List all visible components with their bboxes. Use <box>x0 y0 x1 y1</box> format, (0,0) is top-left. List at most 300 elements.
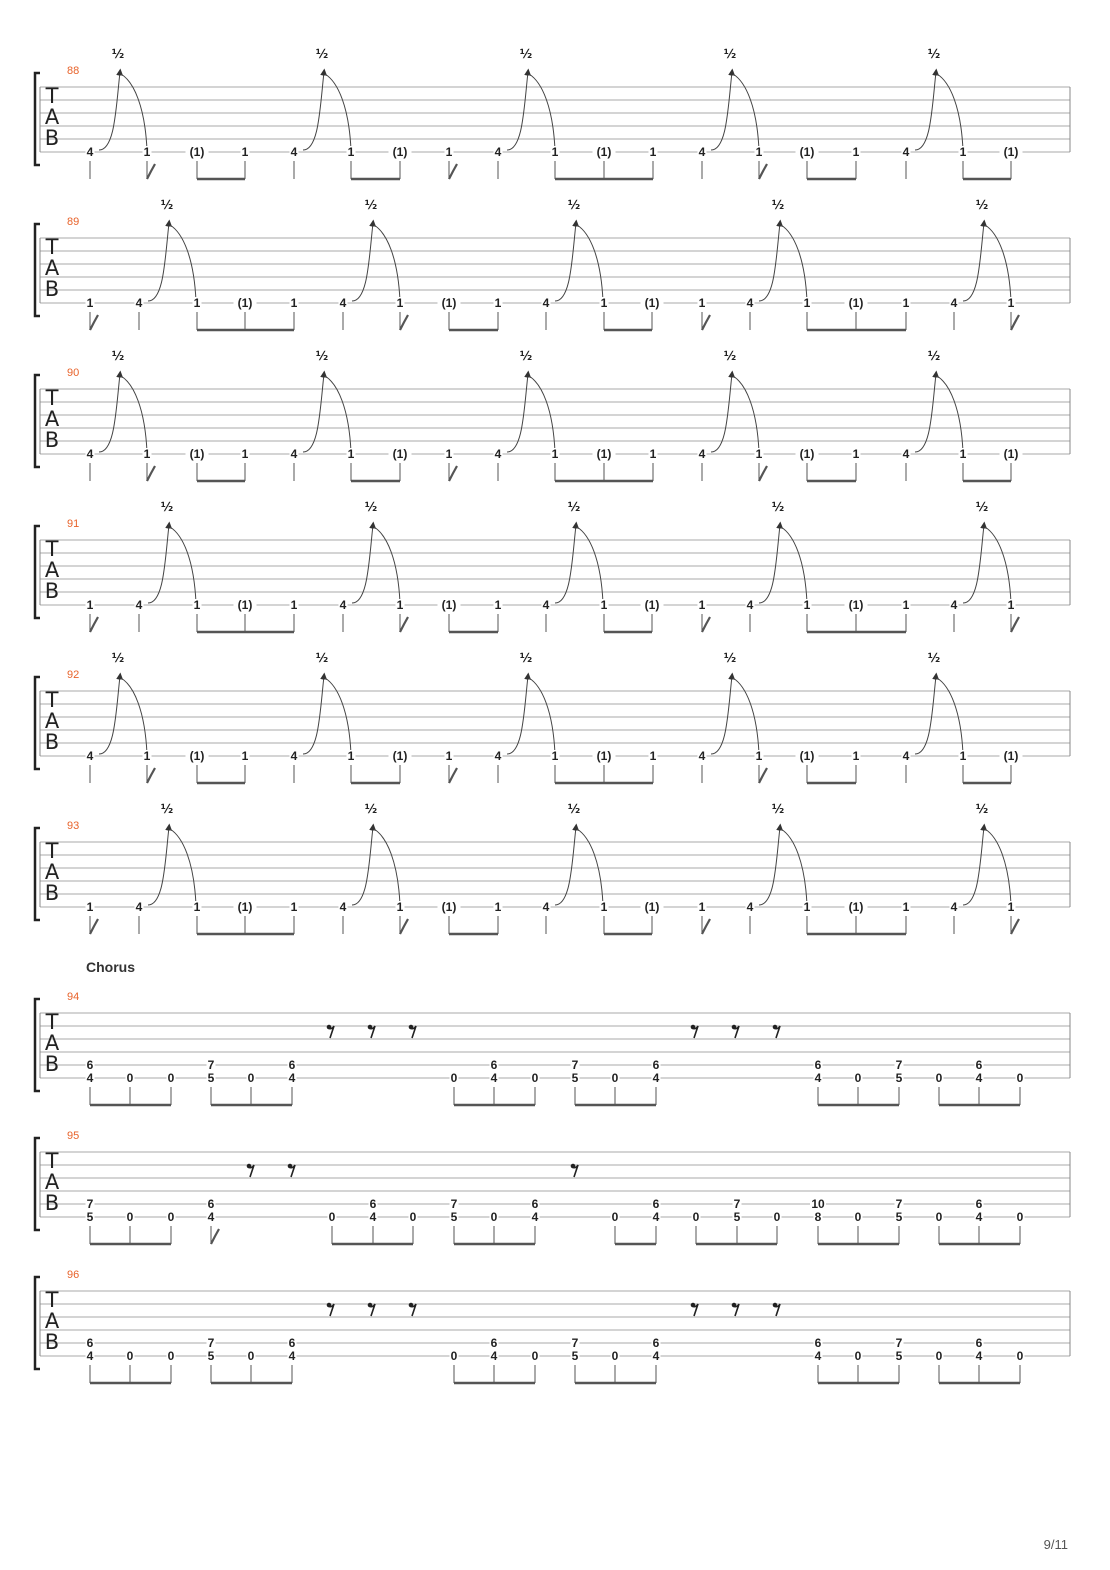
bend-arc-up <box>148 223 169 301</box>
note-flag <box>702 617 710 632</box>
fret-number: 0 <box>126 1071 134 1085</box>
fret-number: 4 <box>698 447 706 461</box>
fret-number: 4 <box>290 447 298 461</box>
fret-number: 1 <box>600 900 608 914</box>
fret-number: 5 <box>571 1071 579 1085</box>
fret-number: 0 <box>935 1349 943 1363</box>
tab-system <box>35 198 1070 330</box>
fret-number: 4 <box>531 1210 539 1224</box>
bend-arc-up <box>963 525 984 603</box>
fret-number: 0 <box>328 1210 336 1224</box>
bend-arc-up <box>148 827 169 905</box>
eighth-rest <box>369 1026 375 1038</box>
tab-clef-letter: T <box>45 1288 59 1312</box>
fret-number: 4 <box>135 296 143 310</box>
tab-clef-letter: T <box>45 235 59 259</box>
fret-number: 1 <box>852 145 860 159</box>
fret-number: (1) <box>237 598 253 612</box>
fret-number: 0 <box>1016 1349 1024 1363</box>
tab-system <box>35 349 1070 481</box>
measure-number: 93 <box>67 820 80 832</box>
system-bracket <box>35 677 40 769</box>
fret-number: 0 <box>611 1210 619 1224</box>
fret-number: 4 <box>369 1210 377 1224</box>
tab-clef-letter: T <box>45 537 59 561</box>
tab-clef-letter: A <box>44 860 60 884</box>
eighth-rest <box>774 1026 780 1038</box>
bend-label: ½ <box>567 802 581 816</box>
tab-system <box>35 1269 1070 1383</box>
bend-label: ½ <box>315 47 329 61</box>
fret-number: 5 <box>207 1349 215 1363</box>
fret-number: 10 <box>811 1197 825 1211</box>
fret-number: 0 <box>611 1349 619 1363</box>
tab-clef-letter: A <box>44 1309 60 1333</box>
fret-number: 1 <box>193 296 201 310</box>
fret-number: 4 <box>494 749 502 763</box>
fret-number: (1) <box>799 447 815 461</box>
fret-number: 4 <box>950 598 958 612</box>
fret-number: 1 <box>755 145 763 159</box>
fret-number: 1 <box>959 145 967 159</box>
fret-number: 4 <box>86 749 94 763</box>
system-bracket <box>35 375 40 467</box>
fret-number: 1 <box>959 749 967 763</box>
fret-number: 1 <box>396 598 404 612</box>
tab-system <box>35 500 1070 632</box>
bend-arc-up <box>915 676 936 754</box>
fret-number: 6 <box>490 1058 498 1072</box>
bend-label: ½ <box>723 47 737 61</box>
measure-number: 90 <box>67 367 80 379</box>
fret-number: (1) <box>644 598 660 612</box>
fret-number: (1) <box>596 145 612 159</box>
fret-number: (1) <box>392 749 408 763</box>
bend-arc-up <box>555 827 576 905</box>
note-flag <box>449 768 457 783</box>
fret-number: 5 <box>86 1210 94 1224</box>
fret-number: 0 <box>854 1071 862 1085</box>
fret-number: 1 <box>347 145 355 159</box>
fret-number: 1 <box>347 447 355 461</box>
fret-number: 5 <box>450 1210 458 1224</box>
fret-number: (1) <box>189 447 205 461</box>
fret-number: 1 <box>445 145 453 159</box>
fret-number: 7 <box>207 1058 215 1072</box>
fret-number: 4 <box>490 1071 498 1085</box>
fret-number: 0 <box>1016 1210 1024 1224</box>
tab-clef-letter: B <box>44 1191 60 1215</box>
fret-number: 7 <box>86 1197 94 1211</box>
fret-number: 1 <box>494 296 502 310</box>
bend-arc-up <box>352 223 373 301</box>
fret-number: 1 <box>698 598 706 612</box>
note-flag <box>1011 617 1019 632</box>
fret-number: 4 <box>135 598 143 612</box>
fret-number: (1) <box>596 447 612 461</box>
fret-number: (1) <box>189 749 205 763</box>
tab-clef-letter: A <box>44 1170 60 1194</box>
fret-number: (1) <box>392 447 408 461</box>
eighth-rest <box>733 1304 739 1316</box>
note-flag <box>449 164 457 179</box>
section-label-chorus: Chorus <box>86 959 135 975</box>
fret-number: 6 <box>814 1058 822 1072</box>
bend-label: ½ <box>771 198 785 212</box>
fret-number: 0 <box>167 1210 175 1224</box>
fret-number: 4 <box>290 749 298 763</box>
bend-label: ½ <box>927 651 941 665</box>
tab-clef-letter: T <box>45 688 59 712</box>
tab-system <box>35 47 1070 179</box>
bend-label: ½ <box>519 651 533 665</box>
fret-number: 4 <box>86 145 94 159</box>
fret-number: 6 <box>652 1197 660 1211</box>
bend-arc-up <box>352 525 373 603</box>
fret-number: 0 <box>692 1210 700 1224</box>
fret-number: 4 <box>86 1349 94 1363</box>
fret-number: (1) <box>644 900 660 914</box>
measure-number: 88 <box>67 65 80 77</box>
bend-label: ½ <box>364 802 378 816</box>
fret-number: 7 <box>207 1336 215 1350</box>
fret-number: 4 <box>207 1210 215 1224</box>
fret-number: 1 <box>290 296 298 310</box>
fret-number: 1 <box>551 447 559 461</box>
fret-number: (1) <box>441 598 457 612</box>
note-flag <box>759 768 767 783</box>
fret-number: 6 <box>288 1336 296 1350</box>
fret-number: (1) <box>189 145 205 159</box>
fret-number: 4 <box>339 900 347 914</box>
fret-number: 1 <box>193 900 201 914</box>
fret-number: 4 <box>339 296 347 310</box>
fret-number: 6 <box>652 1058 660 1072</box>
fret-number: 4 <box>490 1349 498 1363</box>
eighth-rest <box>692 1026 698 1038</box>
fret-number: 6 <box>975 1058 983 1072</box>
bend-label: ½ <box>927 47 941 61</box>
fret-number: 0 <box>773 1210 781 1224</box>
fret-number: 6 <box>86 1058 94 1072</box>
fret-number: 6 <box>531 1197 539 1211</box>
fret-number: 1 <box>902 900 910 914</box>
system-bracket <box>35 999 40 1091</box>
fret-number: 4 <box>814 1349 822 1363</box>
bend-label: ½ <box>111 47 125 61</box>
fret-number: 0 <box>247 1349 255 1363</box>
fret-number: 4 <box>975 1210 983 1224</box>
tab-clef-letter: A <box>44 709 60 733</box>
fret-number: 6 <box>86 1336 94 1350</box>
eighth-rest <box>692 1304 698 1316</box>
bend-label: ½ <box>927 349 941 363</box>
tab-clef-letter: B <box>44 428 60 452</box>
fret-number: 4 <box>746 598 754 612</box>
bend-label: ½ <box>723 349 737 363</box>
fret-number: 4 <box>339 598 347 612</box>
fret-number: 1 <box>649 145 657 159</box>
tab-clef-letter: T <box>45 1149 59 1173</box>
fret-number: (1) <box>1003 145 1019 159</box>
fret-number: 6 <box>207 1197 215 1211</box>
tab-clef-letter: A <box>44 105 60 129</box>
fret-number: 1 <box>803 296 811 310</box>
fret-number: 0 <box>935 1071 943 1085</box>
bend-arc-up <box>507 676 528 754</box>
fret-number: 4 <box>652 1349 660 1363</box>
tab-clef-letter: B <box>44 1330 60 1354</box>
bend-label: ½ <box>723 651 737 665</box>
fret-number: 6 <box>288 1058 296 1072</box>
fret-number: 1 <box>445 447 453 461</box>
note-flag <box>449 466 457 481</box>
fret-number: 0 <box>126 1349 134 1363</box>
eighth-rest <box>328 1026 334 1038</box>
bend-label: ½ <box>975 500 989 514</box>
fret-number: 7 <box>571 1058 579 1072</box>
fret-number: 0 <box>409 1210 417 1224</box>
tab-clef-letter: B <box>44 277 60 301</box>
note-flag <box>147 768 155 783</box>
fret-number: 1 <box>698 900 706 914</box>
fret-number: 0 <box>167 1349 175 1363</box>
bend-label: ½ <box>975 802 989 816</box>
fret-number: 4 <box>542 900 550 914</box>
fret-number: 0 <box>126 1210 134 1224</box>
fret-number: 1 <box>241 145 249 159</box>
fret-number: 7 <box>450 1197 458 1211</box>
bend-label: ½ <box>567 500 581 514</box>
fret-number: (1) <box>848 598 864 612</box>
bend-arc-up <box>303 676 324 754</box>
fret-number: 1 <box>902 296 910 310</box>
fret-number: 7 <box>895 1336 903 1350</box>
note-flag <box>400 617 408 632</box>
bend-arc-up <box>148 525 169 603</box>
fret-number: 1 <box>86 900 94 914</box>
fret-number: 1 <box>803 900 811 914</box>
fret-number: 1 <box>902 598 910 612</box>
fret-number: 1 <box>803 598 811 612</box>
tab-clef-letter: B <box>44 881 60 905</box>
fret-number: 1 <box>852 749 860 763</box>
fret-number: 1 <box>551 749 559 763</box>
note-flag <box>702 919 710 934</box>
fret-number: 0 <box>450 1071 458 1085</box>
fret-number: (1) <box>596 749 612 763</box>
eighth-rest <box>410 1304 416 1316</box>
bend-label: ½ <box>567 198 581 212</box>
tab-system <box>35 651 1070 783</box>
note-flag <box>759 466 767 481</box>
note-flag <box>147 466 155 481</box>
eighth-rest <box>369 1304 375 1316</box>
fret-number: 4 <box>698 749 706 763</box>
fret-number: 0 <box>611 1071 619 1085</box>
measure-number: 94 <box>67 991 80 1003</box>
fret-number: 4 <box>86 447 94 461</box>
fret-number: 4 <box>290 145 298 159</box>
bend-arc-up <box>303 72 324 150</box>
fret-number: 0 <box>935 1210 943 1224</box>
fret-number: 1 <box>143 749 151 763</box>
tab-system <box>35 1130 1070 1244</box>
fret-number: 1 <box>86 296 94 310</box>
measure-number: 89 <box>67 216 80 228</box>
fret-number: 1 <box>1007 900 1015 914</box>
note-flag <box>702 315 710 330</box>
fret-number: 1 <box>1007 296 1015 310</box>
system-bracket <box>35 526 40 618</box>
fret-number: 0 <box>531 1071 539 1085</box>
bend-arc-up <box>963 223 984 301</box>
fret-number: 1 <box>494 900 502 914</box>
eighth-rest <box>572 1165 578 1177</box>
bend-arc-up <box>303 374 324 452</box>
fret-number: 4 <box>135 900 143 914</box>
fret-number: 4 <box>814 1071 822 1085</box>
fret-number: (1) <box>441 900 457 914</box>
fret-number: 1 <box>600 598 608 612</box>
eighth-rest <box>410 1026 416 1038</box>
fret-number: 0 <box>854 1210 862 1224</box>
fret-number: 5 <box>207 1071 215 1085</box>
eighth-rest <box>248 1165 254 1177</box>
fret-number: 5 <box>895 1071 903 1085</box>
tab-clef-letter: T <box>45 839 59 863</box>
bend-arc-up <box>711 374 732 452</box>
bend-arc-up <box>99 676 120 754</box>
fret-number: 1 <box>290 598 298 612</box>
fret-number: 6 <box>814 1336 822 1350</box>
bend-arc-up <box>915 374 936 452</box>
measure-number: 95 <box>67 1130 80 1142</box>
fret-number: 4 <box>902 447 910 461</box>
eighth-rest <box>733 1026 739 1038</box>
note-flag <box>1011 919 1019 934</box>
fret-number: 4 <box>746 900 754 914</box>
bend-arc-up <box>555 223 576 301</box>
fret-number: 0 <box>531 1349 539 1363</box>
note-flag <box>90 919 98 934</box>
eighth-rest <box>289 1165 295 1177</box>
fret-number: (1) <box>237 296 253 310</box>
fret-number: 1 <box>143 447 151 461</box>
fret-number: 6 <box>490 1336 498 1350</box>
bend-label: ½ <box>160 500 174 514</box>
system-bracket <box>35 1277 40 1369</box>
fret-number: 1 <box>551 145 559 159</box>
fret-number: 1 <box>241 749 249 763</box>
fret-number: 7 <box>895 1058 903 1072</box>
measure-number: 91 <box>67 518 80 530</box>
fret-number: 0 <box>450 1349 458 1363</box>
bend-label: ½ <box>111 349 125 363</box>
tab-clef-letter: A <box>44 1031 60 1055</box>
fret-number: 5 <box>895 1349 903 1363</box>
bend-label: ½ <box>364 198 378 212</box>
fret-number: 0 <box>854 1349 862 1363</box>
fret-number: 5 <box>895 1210 903 1224</box>
note-flag <box>90 617 98 632</box>
fret-number: (1) <box>848 296 864 310</box>
bend-label: ½ <box>519 47 533 61</box>
eighth-rest <box>328 1304 334 1316</box>
fret-number: 1 <box>86 598 94 612</box>
measure-number: 96 <box>67 1269 80 1281</box>
fret-number: 1 <box>290 900 298 914</box>
fret-number: 0 <box>1016 1071 1024 1085</box>
fret-number: 1 <box>600 296 608 310</box>
bend-arc-up <box>759 525 780 603</box>
system-bracket <box>35 73 40 165</box>
fret-number: 1 <box>494 598 502 612</box>
bend-arc-up <box>555 525 576 603</box>
fret-number: 8 <box>814 1210 822 1224</box>
fret-number: 5 <box>733 1210 741 1224</box>
fret-number: 1 <box>143 145 151 159</box>
fret-number: 0 <box>247 1071 255 1085</box>
fret-number: 1 <box>649 447 657 461</box>
fret-number: 4 <box>494 447 502 461</box>
bend-label: ½ <box>315 349 329 363</box>
bend-arc-up <box>759 827 780 905</box>
fret-number: 1 <box>193 598 201 612</box>
fret-number: (1) <box>1003 447 1019 461</box>
fret-number: 1 <box>347 749 355 763</box>
note-flag <box>759 164 767 179</box>
fret-number: 1 <box>755 749 763 763</box>
fret-number: 4 <box>494 145 502 159</box>
fret-number: 4 <box>288 1349 296 1363</box>
fret-number: 4 <box>902 145 910 159</box>
note-flag <box>211 1229 219 1244</box>
bend-arc-up <box>99 72 120 150</box>
fret-number: (1) <box>392 145 408 159</box>
fret-number: 4 <box>975 1349 983 1363</box>
bend-arc-up <box>963 827 984 905</box>
bend-label: ½ <box>975 198 989 212</box>
bend-arc-up <box>711 676 732 754</box>
fret-number: 4 <box>698 145 706 159</box>
fret-number: 1 <box>445 749 453 763</box>
bend-arc-up <box>507 374 528 452</box>
fret-number: 4 <box>86 1071 94 1085</box>
bend-arc-up <box>507 72 528 150</box>
fret-number: 0 <box>167 1071 175 1085</box>
fret-number: 1 <box>852 447 860 461</box>
fret-number: 1 <box>1007 598 1015 612</box>
fret-number: 1 <box>396 900 404 914</box>
tab-system <box>35 991 1070 1105</box>
note-flag <box>400 315 408 330</box>
tab-clef-letter: A <box>44 558 60 582</box>
system-bracket <box>35 224 40 316</box>
page-number: 9/11 <box>1043 1537 1068 1552</box>
bend-label: ½ <box>364 500 378 514</box>
fret-number: (1) <box>237 900 253 914</box>
fret-number: (1) <box>848 900 864 914</box>
fret-number: 4 <box>288 1071 296 1085</box>
bend-label: ½ <box>519 349 533 363</box>
tab-clef-letter: T <box>45 1010 59 1034</box>
tab-clef-letter: B <box>44 579 60 603</box>
measure-number: 92 <box>67 669 80 681</box>
fret-number: 4 <box>746 296 754 310</box>
bend-label: ½ <box>771 500 785 514</box>
tab-system <box>35 802 1070 934</box>
